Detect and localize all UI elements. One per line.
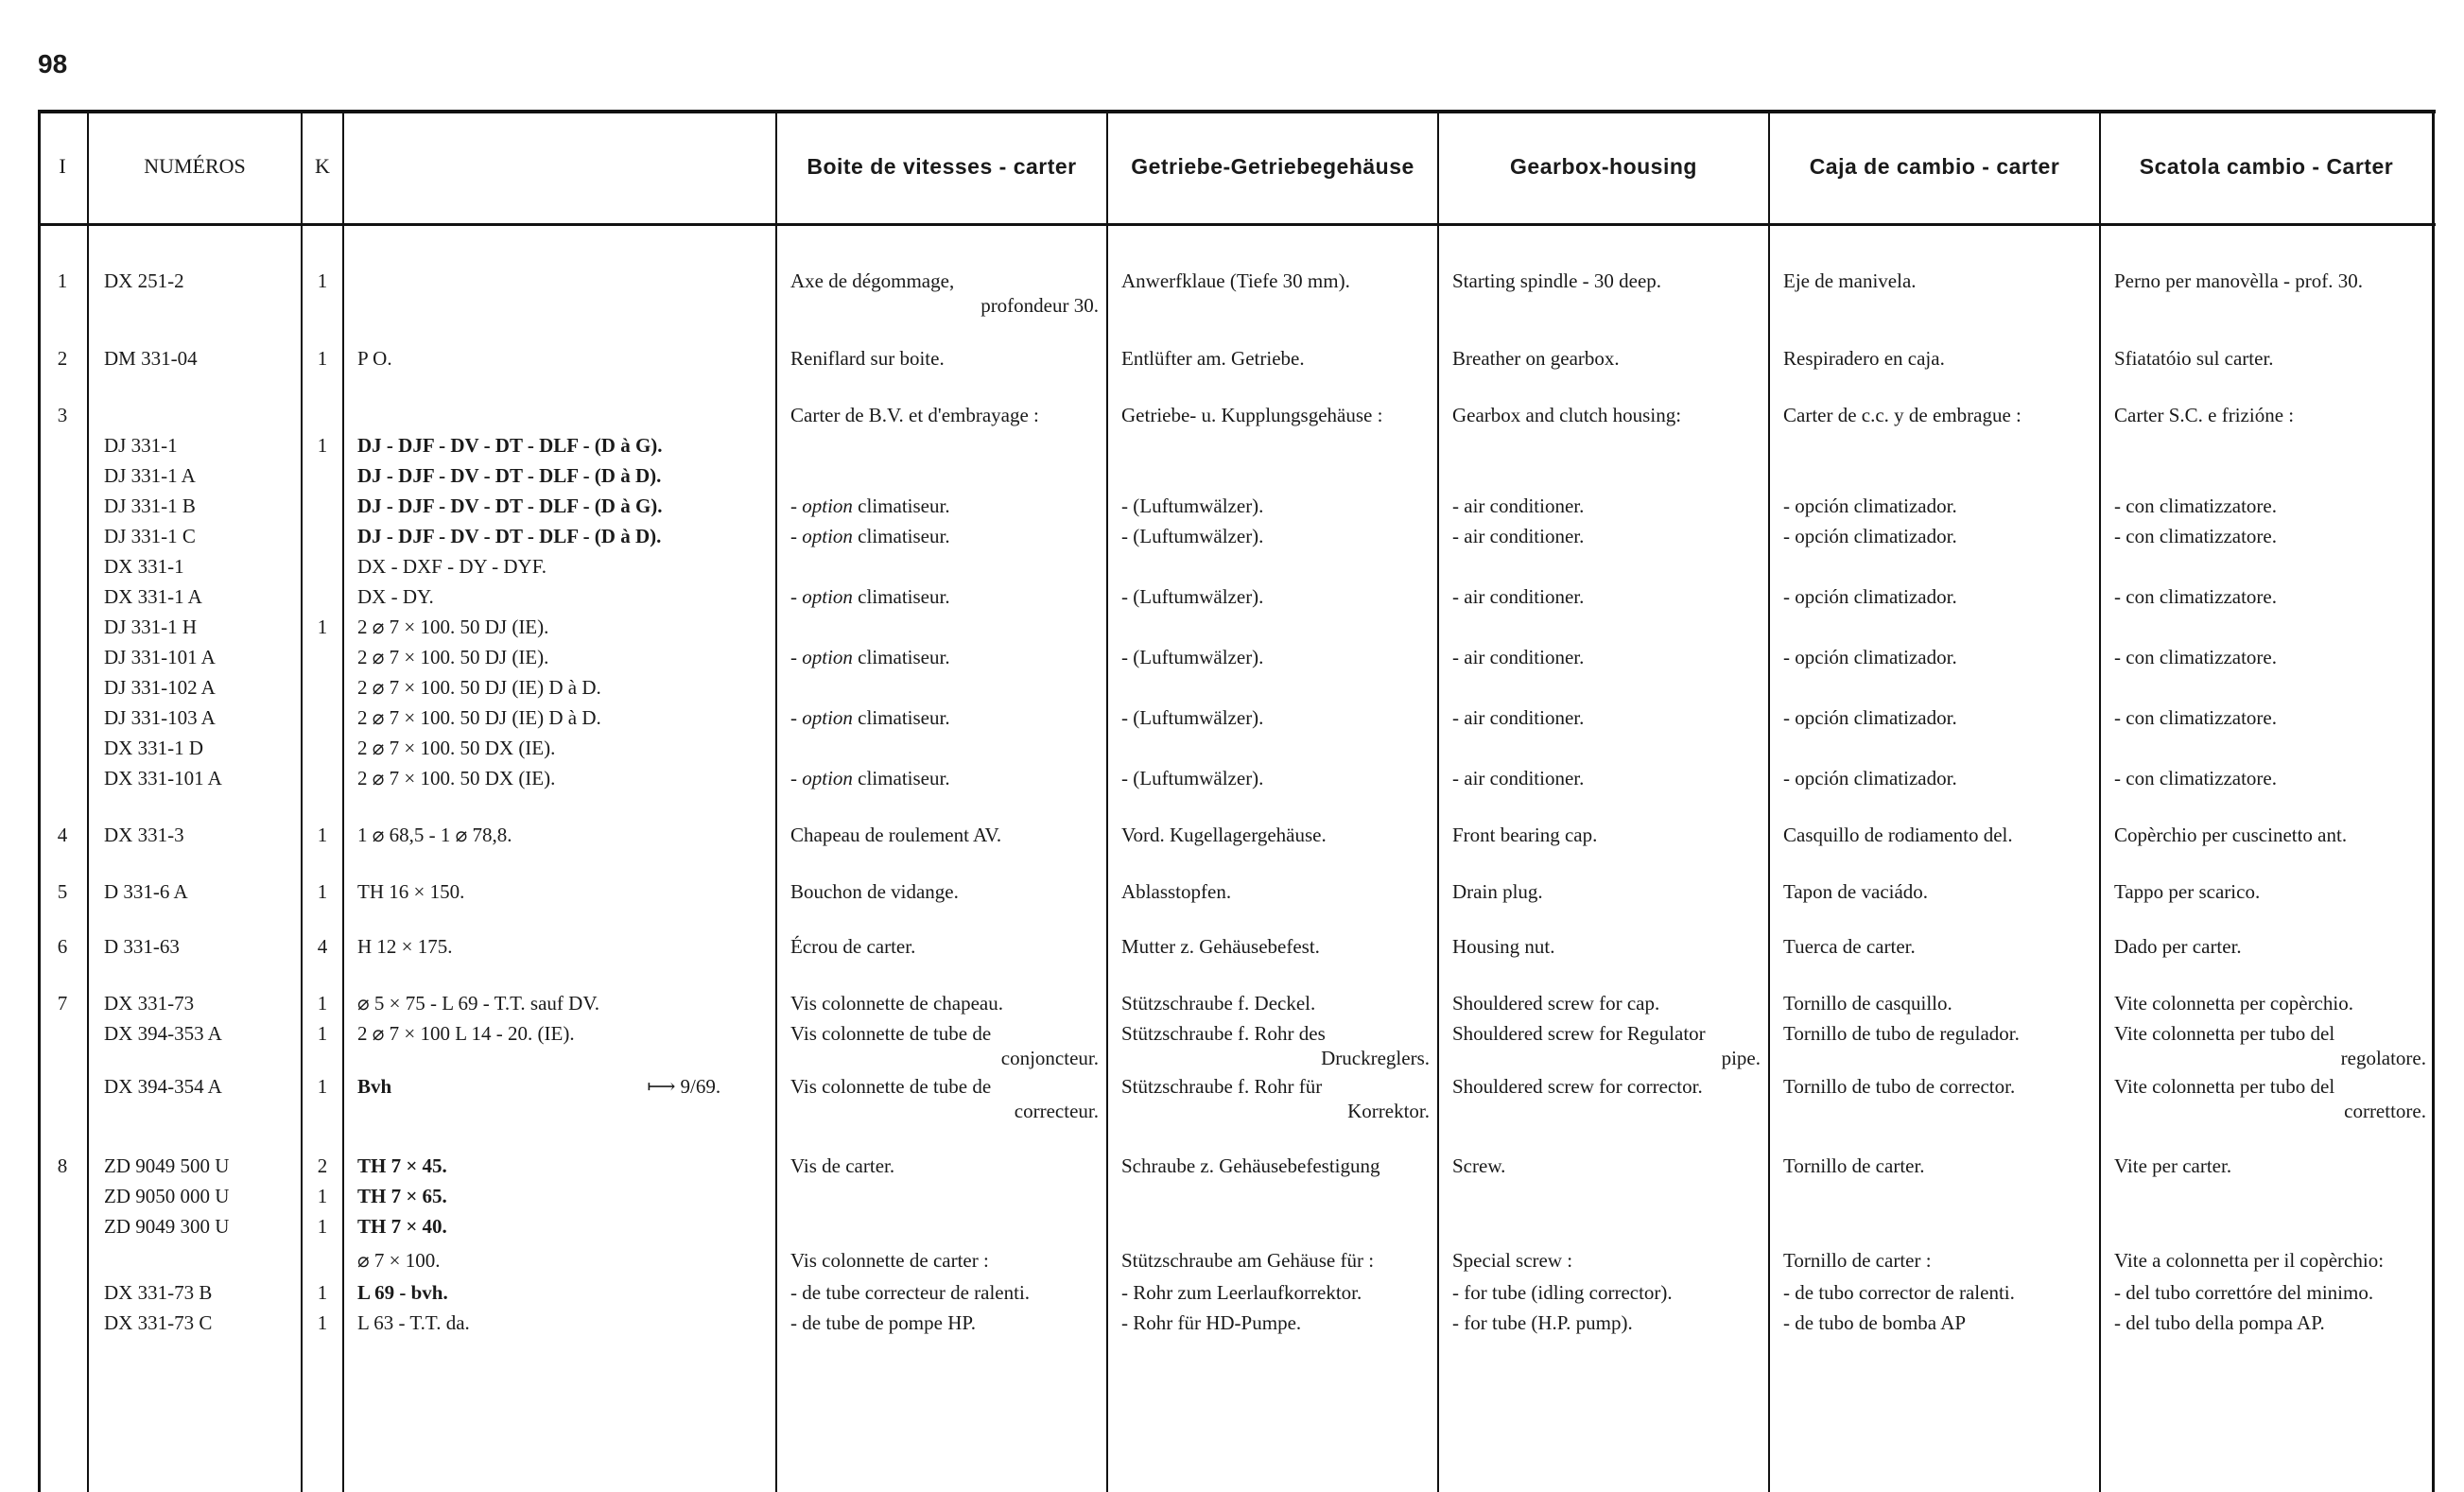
desc-french: Vis colonnette de carter : <box>790 1249 989 1272</box>
desc-english: Gearbox and clutch housing: <box>1452 404 1682 426</box>
desc-italian: Tappo per scarico. <box>2114 880 2261 903</box>
desc-german: Stützschraube f. Deckel. <box>1121 992 1316 1015</box>
part-spec: 2 ⌀ 7 × 100. 50 DJ (IE) D à D. <box>357 706 601 729</box>
desc-german: Stützschraube f. Rohr für <box>1121 1075 1323 1098</box>
desc-english: Housing nut. <box>1452 935 1555 958</box>
header-numeros: NUMÉROS <box>144 154 246 178</box>
desc-french: - de tube correcteur de ralenti. <box>790 1281 1031 1304</box>
part-number: DX 331-73 <box>104 992 195 1015</box>
row-index: 4 <box>57 824 68 846</box>
part-spec: L 63 - T.T. da. <box>357 1311 470 1334</box>
desc-italian: Copèrchio per cuscinetto ant. <box>2114 824 2348 846</box>
quantity: 1 <box>317 616 328 638</box>
desc-english: Front bearing cap. <box>1452 824 1598 846</box>
desc-spanish: - opción climatizador. <box>1783 525 1957 547</box>
desc-french: Écrou de carter. <box>790 935 916 958</box>
desc-french-continued: profondeur 30. <box>980 294 1099 317</box>
row-index: 7 <box>57 992 68 1015</box>
part-spec: 2 ⌀ 7 × 100. 50 DJ (IE). <box>357 616 549 638</box>
option-label: option <box>802 494 853 517</box>
part-number: D 331-6 A <box>104 880 188 903</box>
desc-german-continued: Korrektor. <box>1347 1100 1430 1122</box>
desc-french: - option climatiseur. <box>790 525 950 547</box>
part-number: DJ 331-102 A <box>104 676 216 699</box>
row-index: 2 <box>57 347 68 370</box>
header-german: Getriebe-Getriebegehäuse <box>1131 153 1414 179</box>
part-spec: H 12 × 175. <box>357 935 453 958</box>
desc-english: - air conditioner. <box>1452 525 1585 547</box>
desc-german: - Rohr zum Leerlaufkorrektor. <box>1121 1281 1362 1304</box>
part-number: DJ 331-103 A <box>104 706 216 729</box>
option-label: option <box>802 706 853 729</box>
desc-french: Axe de dégommage, <box>790 269 955 292</box>
col-rule <box>2099 110 2101 1492</box>
part-spec: TH 7 × 45. <box>357 1154 447 1177</box>
desc-italian: Vite a colonnetta per il copèrchio: <box>2114 1249 2385 1272</box>
quantity: 1 <box>317 1311 328 1334</box>
quantity: 1 <box>317 434 328 457</box>
desc-german: - (Luftumwälzer). <box>1121 706 1264 729</box>
header-french: Boite de vitesses - carter <box>807 153 1077 179</box>
desc-german: Stützschraube am Gehäuse für : <box>1121 1249 1375 1272</box>
desc-german: Ablasstopfen. <box>1121 880 1232 903</box>
desc-italian: - del tubo della pompa AP. <box>2114 1311 2325 1334</box>
page-number: 98 <box>38 49 68 78</box>
part-number: DX 394-354 A <box>104 1075 222 1098</box>
desc-english: - air conditioner. <box>1452 494 1585 517</box>
desc-german: - Rohr für HD-Pumpe. <box>1121 1311 1302 1334</box>
part-spec: P O. <box>357 347 392 370</box>
part-number: DJ 331-1 A <box>104 464 196 487</box>
desc-spanish: - de tubo corrector de ralenti. <box>1783 1281 2015 1304</box>
desc-english: - for tube (H.P. pump). <box>1452 1311 1633 1334</box>
desc-spanish: - de tubo de bomba AP <box>1783 1311 1967 1334</box>
header-k: K <box>315 154 330 178</box>
desc-english: - air conditioner. <box>1452 706 1585 729</box>
part-spec: L 69 - bvh. <box>357 1281 448 1304</box>
col-rule <box>342 110 344 1492</box>
desc-spanish: Respiradero en caja. <box>1783 347 1945 370</box>
part-number: DJ 331-1 <box>104 434 178 457</box>
desc-italian: Perno per manovèlla - prof. 30. <box>2114 269 2364 292</box>
part-spec: 2 ⌀ 7 × 100 L 14 - 20. (IE). <box>357 1022 575 1045</box>
desc-french: Vis colonnette de tube de <box>790 1022 992 1045</box>
col-rule <box>775 110 777 1492</box>
part-number: ZD 9049 500 U <box>104 1154 230 1177</box>
desc-french-continued: correcteur. <box>1014 1100 1099 1122</box>
desc-french: - option climatiseur. <box>790 494 950 517</box>
header-index: I <box>59 154 66 178</box>
desc-italian: Carter S.C. e frizióne : <box>2114 404 2295 426</box>
desc-english: Breather on gearbox. <box>1452 347 1620 370</box>
desc-italian: Dado per carter. <box>2114 935 2242 958</box>
part-number: DX 331-1 <box>104 555 184 578</box>
desc-italian: - con climatizzatore. <box>2114 525 2277 547</box>
part-number: D 331-63 <box>104 935 180 958</box>
part-number: DX 331-1 A <box>104 585 202 608</box>
desc-spanish: - opción climatizador. <box>1783 767 1957 789</box>
part-spec: 2 ⌀ 7 × 100. 50 DJ (IE). <box>357 646 549 668</box>
part-spec: 2 ⌀ 7 × 100. 50 DJ (IE) D à D. <box>357 676 601 699</box>
desc-french: Vis de carter. <box>790 1154 895 1177</box>
desc-french: - option climatiseur. <box>790 767 950 789</box>
part-number: DX 331-3 <box>104 824 184 846</box>
part-number: ZD 9049 300 U <box>104 1215 230 1238</box>
part-spec: TH 16 × 150. <box>357 880 465 903</box>
option-label: option <box>802 646 853 668</box>
desc-english: Screw. <box>1452 1154 1506 1177</box>
part-number: DX 331-101 A <box>104 767 222 789</box>
part-spec: DJ - DJF - DV - DT - DLF - (D à G). <box>357 494 663 517</box>
part-spec: ⌀ 5 × 75 - L 69 - T.T. sauf DV. <box>357 992 600 1015</box>
desc-italian-continued: regolatore. <box>2340 1047 2426 1069</box>
desc-french: - option climatiseur. <box>790 706 950 729</box>
desc-english: Shouldered screw for corrector. <box>1452 1075 1703 1098</box>
quantity: 1 <box>317 347 328 370</box>
desc-german: Schraube z. Gehäusebefestigung <box>1121 1154 1380 1177</box>
col-rule <box>1106 110 1108 1492</box>
desc-french: Carter de B.V. et d'embrayage : <box>790 404 1039 426</box>
desc-french: Vis colonnette de tube de <box>790 1075 992 1098</box>
arrow-note: ⟼ 9/69. <box>647 1075 721 1098</box>
part-spec: 2 ⌀ 7 × 100. 50 DX (IE). <box>357 737 556 759</box>
desc-english: Shouldered screw for Regulator <box>1452 1022 1706 1045</box>
desc-english: Drain plug. <box>1452 880 1543 903</box>
part-number: DJ 331-1 B <box>104 494 196 517</box>
option-label: option <box>802 525 853 547</box>
desc-french: Reniflard sur boite. <box>790 347 945 370</box>
desc-italian: Sfiatatóio sul carter. <box>2114 347 2274 370</box>
quantity: 1 <box>317 1185 328 1207</box>
row-index: 6 <box>57 935 68 958</box>
desc-german: - (Luftumwälzer). <box>1121 494 1264 517</box>
desc-spanish: - opción climatizador. <box>1783 706 1957 729</box>
desc-spanish: - opción climatizador. <box>1783 646 1957 668</box>
desc-spanish: - opción climatizador. <box>1783 494 1957 517</box>
col-rule <box>1437 110 1439 1492</box>
header-spanish: Caja de cambio - carter <box>1809 153 2060 179</box>
desc-german: Anwerfklaue (Tiefe 30 mm). <box>1121 269 1350 292</box>
quantity: 2 <box>317 1154 328 1177</box>
col-rule <box>38 110 41 1492</box>
part-spec: ⌀ 7 × 100. <box>357 1249 441 1272</box>
desc-italian: - con climatizzatore. <box>2114 706 2277 729</box>
row-index: 8 <box>57 1154 68 1177</box>
desc-spanish: Tornillo de tubo de regulador. <box>1783 1022 2020 1045</box>
desc-italian: - con climatizzatore. <box>2114 646 2277 668</box>
desc-spanish: Tornillo de carter : <box>1783 1249 1932 1272</box>
part-number: DX 331-73 B <box>104 1281 213 1304</box>
option-label: option <box>802 585 853 608</box>
desc-italian: - con climatizzatore. <box>2114 585 2277 608</box>
desc-english: - for tube (idling corrector). <box>1452 1281 1673 1304</box>
header-italian: Scatola cambio - Carter <box>2139 153 2394 179</box>
quantity: 1 <box>317 824 328 846</box>
quantity: 1 <box>317 1215 328 1238</box>
part-number: DX 331-73 C <box>104 1311 213 1334</box>
desc-spanish: Casquillo de rodiamento del. <box>1783 824 2013 846</box>
parts-table <box>38 110 2436 1492</box>
desc-english: - air conditioner. <box>1452 767 1585 789</box>
desc-spanish: Tornillo de tubo de corrector. <box>1783 1075 2016 1098</box>
desc-spanish: Tapon de vaciádo. <box>1783 880 1929 903</box>
desc-english: Starting spindle - 30 deep. <box>1452 269 1662 292</box>
desc-italian: - con climatizzatore. <box>2114 767 2277 789</box>
desc-english: - air conditioner. <box>1452 585 1585 608</box>
quantity: 4 <box>317 935 328 958</box>
desc-german: Stützschraube f. Rohr des <box>1121 1022 1326 1045</box>
option-label: option <box>802 767 853 789</box>
col-rule <box>2432 110 2435 1492</box>
header-english: Gearbox-housing <box>1510 153 1697 179</box>
quantity: 1 <box>317 1022 328 1045</box>
desc-french: - de tube de pompe HP. <box>790 1311 976 1334</box>
desc-italian-continued: correttore. <box>2344 1100 2426 1122</box>
col-rule <box>87 110 89 1492</box>
quantity: 1 <box>317 880 328 903</box>
desc-italian: - con climatizzatore. <box>2114 494 2277 517</box>
desc-italian: Vite colonnetta per tubo del <box>2114 1022 2335 1045</box>
desc-german-continued: Druckreglers. <box>1321 1047 1430 1069</box>
header-rule <box>38 223 2436 226</box>
quantity: 1 <box>317 1281 328 1304</box>
part-spec: Bvh ⟼ 9/69. <box>357 1075 721 1098</box>
part-spec: DX - DY. <box>357 585 434 608</box>
desc-german: Mutter z. Gehäusebefest. <box>1121 935 1320 958</box>
part-spec: 1 ⌀ 68,5 - 1 ⌀ 78,8. <box>357 824 512 846</box>
desc-german: - (Luftumwälzer). <box>1121 767 1264 789</box>
part-number: DX 251-2 <box>104 269 184 292</box>
desc-german: Getriebe- u. Kupplungsgehäuse : <box>1121 404 1383 426</box>
quantity: 1 <box>317 1075 328 1098</box>
desc-spanish: Carter de c.c. y de embrague : <box>1783 404 2022 426</box>
part-spec: DJ - DJF - DV - DT - DLF - (D à G). <box>357 434 663 457</box>
desc-spanish: Tornillo de carter. <box>1783 1154 1925 1177</box>
desc-italian: - del tubo correttóre del minimo. <box>2114 1281 2374 1304</box>
part-number: DX 394-353 A <box>104 1022 222 1045</box>
desc-italian: Vite per carter. <box>2114 1154 2232 1177</box>
part-spec: TH 7 × 40. <box>357 1215 447 1238</box>
desc-spanish: Tornillo de casquillo. <box>1783 992 1952 1015</box>
desc-english: Special screw : <box>1452 1249 1573 1272</box>
desc-german: - (Luftumwälzer). <box>1121 525 1264 547</box>
part-number: DJ 331-101 A <box>104 646 216 668</box>
row-index: 1 <box>57 269 68 292</box>
desc-english-continued: pipe. <box>1721 1047 1761 1069</box>
part-number: DJ 331-1 H <box>104 616 197 638</box>
part-spec: DJ - DJF - DV - DT - DLF - (D à D). <box>357 464 662 487</box>
part-spec: TH 7 × 65. <box>357 1185 447 1207</box>
part-number: DJ 331-1 C <box>104 525 196 547</box>
row-index: 5 <box>57 880 68 903</box>
desc-spanish: - opción climatizador. <box>1783 585 1957 608</box>
desc-french: Vis colonnette de chapeau. <box>790 992 1003 1015</box>
desc-french: - option climatiseur. <box>790 585 950 608</box>
desc-english: - air conditioner. <box>1452 646 1585 668</box>
desc-german: Vord. Kugellagergehäuse. <box>1121 824 1327 846</box>
part-spec: 2 ⌀ 7 × 100. 50 DX (IE). <box>357 767 556 789</box>
desc-spanish: Eje de manivela. <box>1783 269 1917 292</box>
desc-french: Bouchon de vidange. <box>790 880 959 903</box>
desc-german: - (Luftumwälzer). <box>1121 585 1264 608</box>
part-number: DX 331-1 D <box>104 737 203 759</box>
part-number: DM 331-04 <box>104 347 198 370</box>
desc-german: - (Luftumwälzer). <box>1121 646 1264 668</box>
quantity: 1 <box>317 269 328 292</box>
desc-english: Shouldered screw for cap. <box>1452 992 1660 1015</box>
part-number: ZD 9050 000 U <box>104 1185 230 1207</box>
desc-spanish: Tuerca de carter. <box>1783 935 1916 958</box>
part-spec: DJ - DJF - DV - DT - DLF - (D à D). <box>357 525 662 547</box>
row-index: 3 <box>57 404 68 426</box>
desc-italian: Vite colonnetta per tubo del <box>2114 1075 2335 1098</box>
desc-italian: Vite colonnetta per copèrchio. <box>2114 992 2353 1015</box>
desc-french: - option climatiseur. <box>790 646 950 668</box>
desc-french: Chapeau de roulement AV. <box>790 824 1002 846</box>
desc-german: Entlüfter am. Getriebe. <box>1121 347 1305 370</box>
quantity: 1 <box>317 992 328 1015</box>
desc-french-continued: conjoncteur. <box>1000 1047 1099 1069</box>
col-rule <box>1768 110 1770 1492</box>
part-spec: DX - DXF - DY - DYF. <box>357 555 547 578</box>
